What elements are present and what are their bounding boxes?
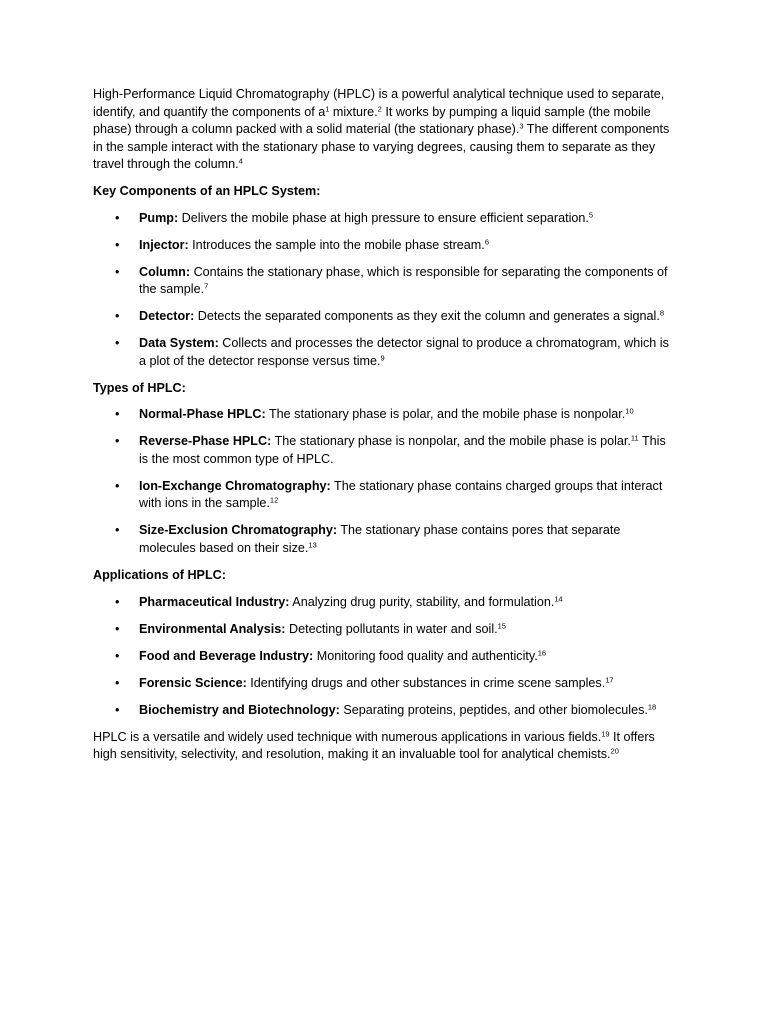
list-item-term: Reverse-Phase HPLC: — [139, 434, 272, 449]
text-run: The stationary phase contains charged groups that interact with ions in the sample. — [139, 478, 663, 511]
bullet-icon: • — [115, 648, 120, 663]
list-item-term: Data System: — [139, 336, 219, 351]
list-item-term: Pump: — [139, 210, 179, 225]
list-item-term: Normal-Phase HPLC: — [139, 407, 266, 422]
document-page — [93, 86, 678, 773]
list-item — [93, 648, 678, 666]
footnote-ref: 17 — [605, 675, 614, 685]
section-heading: Key Components of an HPLC System: — [93, 183, 321, 198]
bullet-icon: • — [115, 237, 120, 252]
list-item-term: Column: — [139, 264, 191, 279]
text-run: Introduces the sample into the mobile phase stream. — [188, 237, 485, 252]
footnote-ref: 5 — [588, 210, 594, 220]
footnote-ref: 20 — [610, 746, 619, 756]
footnote-ref: 19 — [601, 729, 610, 738]
list-item — [93, 702, 678, 720]
list-item — [93, 522, 678, 557]
text-run: The different components in the sample interact with the stationary phase to varying degrees, causing them to separate as they travel through the column. — [93, 122, 670, 172]
footnote-ref: 4 — [238, 156, 243, 166]
list-item-term: Environmental Analysis: — [139, 621, 286, 636]
list-item-term: Injector: — [139, 237, 189, 252]
text-run: Identifying drugs and other substances in crime scene samples. — [246, 675, 606, 690]
text-run: Detecting pollutants in water and soil. — [285, 621, 498, 636]
footnote-ref: 1 — [325, 104, 330, 114]
document-sections — [93, 183, 678, 719]
bullet-list — [93, 406, 678, 557]
list-item-term: Ion-Exchange Chromatography: — [139, 478, 331, 493]
list-item — [93, 675, 678, 693]
bullet-icon: • — [115, 336, 120, 351]
text-run: mixture. — [329, 104, 378, 119]
list-item — [93, 210, 678, 228]
bullet-icon: • — [115, 523, 120, 538]
text-run: It works by pumping a liquid sample (the mobile phase) through a column packed with a solid material (the stationary phase). — [93, 104, 651, 137]
footnote-ref: 15 — [497, 621, 506, 631]
text-run: Detects the separated components as they exit the column and generates a signal. — [194, 309, 660, 324]
list-item-term: Food and Beverage Industry: — [139, 648, 314, 663]
text-run: Analyzing drug purity, stability, and formulation. — [289, 594, 555, 609]
bullet-icon: • — [115, 210, 120, 225]
conclusion-paragraph — [93, 729, 678, 764]
bullet-icon: • — [115, 675, 120, 690]
bullet-icon: • — [115, 702, 120, 717]
text-run: High-Performance Liquid Chromatography (HPLC) is a powerful analytical technique used to separate, identify, and quantify the components of a — [93, 87, 665, 119]
text-run: The stationary phase contains pores that separate molecules based on their size. — [139, 523, 621, 555]
list-item-term: Pharmaceutical Industry: — [139, 594, 290, 609]
list-item-term: Size-Exclusion Chromatography: — [139, 523, 338, 538]
text-run: The stationary phase is nonpolar, and the mobile phase is polar. — [271, 434, 631, 449]
text-run: Separating proteins, peptides, and other biomolecules. — [339, 702, 648, 717]
list-item — [93, 433, 678, 468]
list-item-term: Biochemistry and Biotechnology: — [139, 702, 340, 717]
footnote-ref: 9 — [380, 353, 385, 363]
footnote-ref: 13 — [308, 540, 317, 550]
footnote-ref: 12 — [269, 495, 279, 505]
footnote-ref: 18 — [647, 702, 657, 712]
list-item — [93, 264, 678, 299]
footnote-ref: 7 — [204, 281, 209, 291]
text-run: The stationary phase is polar, and the mobile phase is nonpolar. — [265, 407, 626, 422]
bullet-icon: • — [115, 264, 120, 279]
intro-paragraph — [93, 86, 678, 174]
bullet-list — [93, 594, 678, 720]
footnote-ref: 3 — [519, 121, 524, 131]
footnote-ref: 8 — [659, 308, 665, 318]
text-run: It offers high sensitivity, selectivity, and resolution, making it an invaluable tool for analytical chemists. — [93, 729, 655, 762]
bullet-icon: • — [115, 621, 120, 636]
bullet-icon: • — [115, 309, 120, 324]
footnote-ref: 10 — [625, 406, 634, 416]
bullet-list — [93, 210, 678, 371]
bullet-icon: • — [115, 434, 120, 449]
section-heading: Types of HPLC: — [93, 380, 186, 395]
list-item — [93, 308, 678, 326]
text-run: Delivers the mobile phase at high pressure to ensure efficient separation. — [178, 210, 589, 225]
bullet-icon: • — [115, 478, 120, 493]
text-run: Contains the stationary phase, which is responsible for separating the components of the sample. — [139, 264, 668, 297]
footnote-ref: 11 — [630, 433, 639, 443]
list-item — [93, 621, 678, 639]
list-item — [93, 237, 678, 255]
list-item-term: Detector: — [139, 309, 195, 324]
list-item — [93, 594, 678, 612]
list-item-term: Forensic Science: — [139, 675, 247, 690]
bullet-icon: • — [115, 407, 120, 422]
list-item — [93, 478, 678, 513]
list-item — [93, 406, 678, 424]
footnote-ref: 2 — [377, 104, 382, 114]
section-heading: Applications of HPLC: — [93, 567, 226, 582]
text-run: Monitoring food quality and authenticity. — [313, 648, 538, 663]
text-run: HPLC is a versatile and widely used technique with numerous applications in various fields. — [93, 729, 602, 744]
footnote-ref: 14 — [554, 594, 563, 604]
text-run: Collects and processes the detector signal to produce a chromatogram, which is a plot of the detector response versus time. — [139, 336, 669, 368]
footnote-ref: 6 — [484, 237, 489, 247]
footnote-ref: 16 — [537, 648, 547, 658]
text-run: This is the most common type of HPLC. — [139, 434, 666, 466]
bullet-icon: • — [115, 594, 120, 609]
list-item — [93, 335, 678, 370]
